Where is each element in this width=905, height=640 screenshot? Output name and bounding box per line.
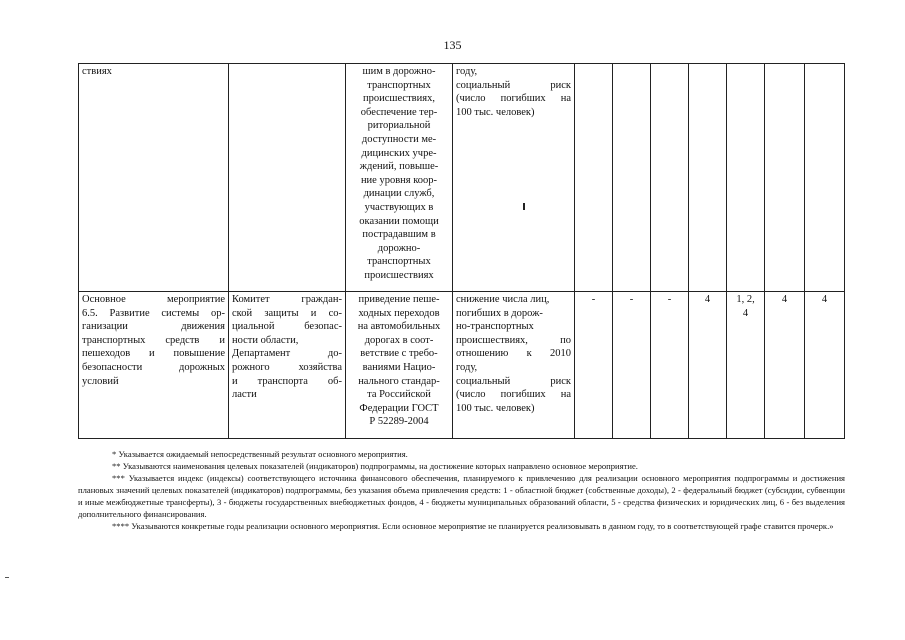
source-cell [727,64,765,292]
year-cell: 4 [805,292,845,439]
executor-cell [229,64,346,292]
scan-artifact-mark [523,203,525,210]
year-cell [805,64,845,292]
expected-result-cell: шим в дорожно- транспортных происшествиях, обеспечение тер- риториальной доступности ме- дицинских учре- ждений, повыше- ние уровня коор- динации служб, участвующих в оказании помощи пострадавшим в дорожно- транспортных происшествиях [346,64,453,292]
source-cell: - [613,292,651,439]
indicator-cell: снижение числа лиц, погибших в дорож- но-транспортных происшествиях, по отношению к 2010 году, социальный риск (число погибших на 100 тыс. человек) [453,292,575,439]
expected-result-cell: приведение пеше- ходных переходов на автомобильных дорогах в соот- ветствие с требо- ваниями Нацио- нального стандар- та Российской Федерации ГОСТ Р 52289-2004 [346,292,453,439]
scan-edge-mark [5,577,9,578]
indicator-cell: году, социальный риск (число погибших на 100 тыс. человек) [453,64,575,292]
year-cell: 4 [765,292,805,439]
measure-name-cell: ствиях [79,64,229,292]
footnote: **** Указываются конкретные годы реализации основного мероприятия. Если основное мероприятие не планируется реализовывать в данном году, то в соответствующей графе ставится прочерк.» [112,521,834,531]
source-cell: - [575,292,613,439]
footnote: * Указывается ожидаемый непосредственный результат основного мероприятия. [112,449,408,459]
source-cell: 4 [689,292,727,439]
table-row [79,64,845,292]
measure-name-cell: Основное мероприятие 6.5. Развитие системы ор- ганизации движения транспортных средств и пешеходов и повышение безопасности дорожных условий [79,292,229,439]
table-row [79,292,845,439]
footnote: ** Указываются наименования целевых показателей (индикаторов) подпрограммы, на достижение которых направлено основное мероприятие. [112,461,638,471]
source-cell [651,64,689,292]
source-cell [575,64,613,292]
source-cell: 1, 2, 4 [727,292,765,439]
source-cell [613,64,651,292]
source-cell [689,64,727,292]
source-cell: - [651,292,689,439]
footnotes [78,448,845,532]
measures-table [78,63,845,439]
footnote: *** Указывается индекс (индексы) соответствующего источника финансового обеспечения, планируемого к привлечению для реализации основного мероприятия подпрограммы и достижения плановых значений целевых показателей (индикаторов) подпрограммы, без указания объема привлечения средств: 1 - областной бюджет (собственные доходы), 2 - федеральный бюджет (субсидии, субвенции и иные межбюджетные трансферты), 3 - бюджеты государственных внебюджетных фондов, 4 - бюджеты муниципальных образований области, 5 - средства физических и юридических лиц, 6 - без выделения дополнительного финансирования. [78,473,845,519]
year-cell [765,64,805,292]
executor-cell: Комитет граждан- ской защиты и со- циальной безопас- ности области, Департамент до- рожного хозяйства и транспорта об- ласти [229,292,346,439]
page-number: 135 [443,38,462,52]
